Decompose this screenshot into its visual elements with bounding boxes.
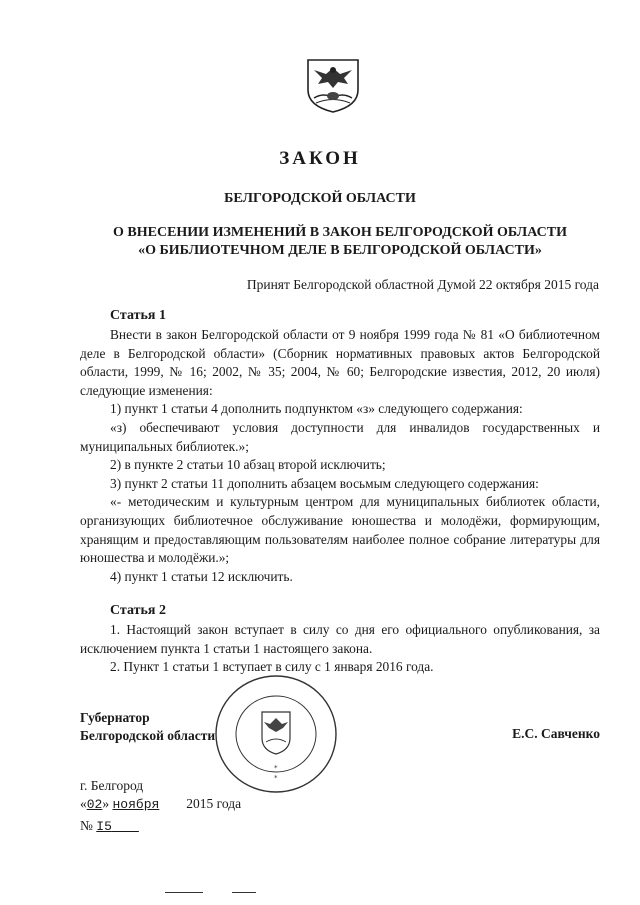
document-region: БЕЛГОРОДСКОЙ ОБЛАСТИ <box>224 191 416 206</box>
signing-date <box>80 796 241 812</box>
paragraph: Внести в закон Белгородской области от 9 ноября 1999 года № 81 «О библиотечном деле в Белгородской области» (Сборник нормативных правовых актов Белгородской области, 1999, № 16; 2002, № 35; 2004, № 60; Белгородские известия, 2012, 20 июля) следующие изменения: <box>80 327 600 398</box>
article-2-body <box>80 621 600 677</box>
document-subject <box>60 224 620 260</box>
paragraph: «з) обеспечивают условия доступности для инвалидов государственных и муниципальных библиотек.»; <box>80 419 600 454</box>
signatory-name: Е.С. Савченко <box>512 726 600 741</box>
svg-text:*: * <box>274 764 278 772</box>
number-value: I5 <box>96 819 112 834</box>
paragraph: 1. Настоящий закон вступает в силу со дня его официального опубликования, за исключением пункта 1 статьи 1 настоящего закона. <box>80 622 600 656</box>
paragraph: «- методическим и культурным центром для муниципальных библиотек области, организующих библиотечное обслуживание юношества и молодёжи, формирующим, хранящим и предоставляющим пользователям наиболее полное собрание литературы для юношества и молодёжи.»; <box>80 494 600 566</box>
signatory-position <box>80 709 215 745</box>
paragraph: 2) в пункте 2 статьи 10 абзац второй исключить; <box>110 457 386 473</box>
article-2-heading: Статья 2 <box>110 603 166 618</box>
article-1-heading: Статья 1 <box>110 308 166 323</box>
paragraph: 3) пункт 2 статьи 11 дополнить абзацем восьмым следующего содержания: <box>110 475 539 491</box>
svg-text:*: * <box>274 774 278 782</box>
official-seal-icon <box>212 672 340 796</box>
paragraph: 4) пункт 1 статьи 12 исключить. <box>110 568 293 584</box>
place-of-signing: г. Белгород <box>80 778 144 793</box>
date-year: 2015 года <box>186 796 242 811</box>
footer-rule <box>232 892 256 893</box>
position-line: Губернатор <box>80 710 150 725</box>
number-label: № <box>80 818 93 833</box>
document-title: ЗАКОН <box>279 148 361 169</box>
subject-line: «О БИБЛИОТЕЧНОМ ДЕЛЕ В БЕЛГОРОДСКОЙ ОБЛАСТИ» <box>138 243 542 258</box>
adoption-note: Принят Белгородской областной Думой 22 октября 2015 года <box>246 277 599 292</box>
article-1-body <box>80 326 600 586</box>
date-quote: « <box>80 796 87 811</box>
paragraph: 2. Пункт 1 статьи 1 вступает в силу с 1 января 2016 года. <box>110 659 434 675</box>
date-day: 02 <box>86 797 103 812</box>
paragraph: 1) пункт 1 статьи 4 дополнить подпунктом «з» следующего содержания: <box>110 401 523 417</box>
subject-line: О ВНЕСЕНИИ ИЗМЕНЕНИЙ В ЗАКОН БЕЛГОРОДСКОЙ ОБЛАСТИ <box>113 225 567 240</box>
date-month: ноября <box>112 797 160 812</box>
law-number <box>80 818 139 834</box>
position-line: Белгородской области <box>80 728 216 743</box>
footer-rule <box>165 892 203 893</box>
date-quote: » <box>102 796 110 811</box>
coat-of-arms-icon <box>304 58 362 114</box>
